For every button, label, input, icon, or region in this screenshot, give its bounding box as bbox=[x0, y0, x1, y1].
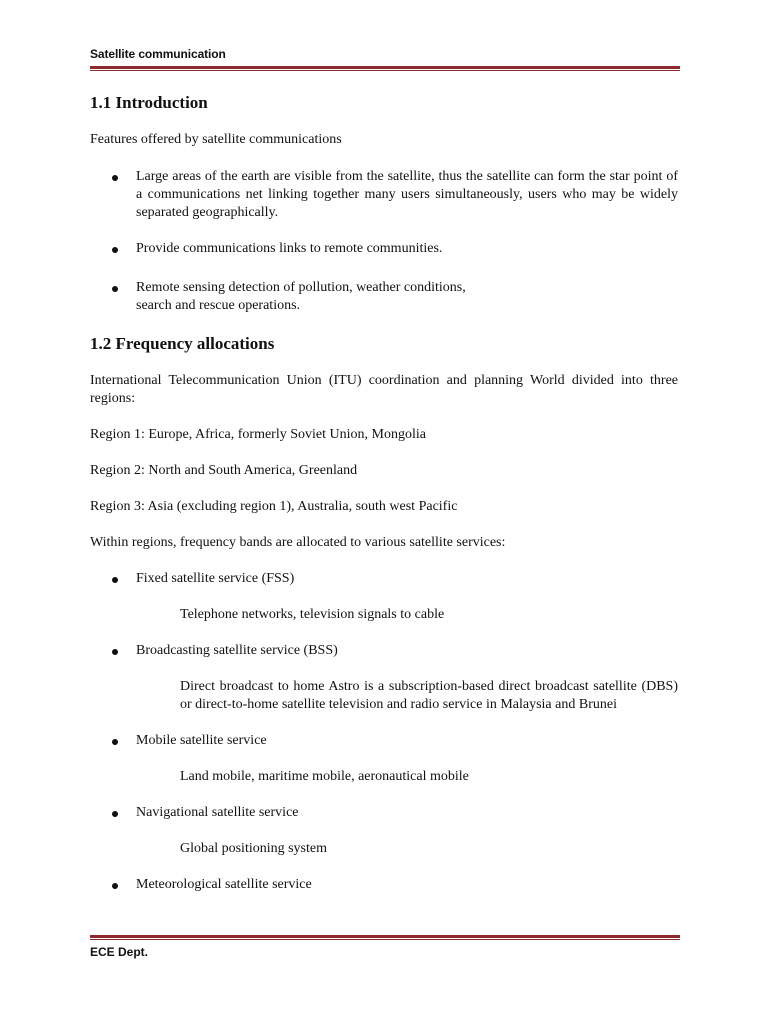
list-item bbox=[90, 279, 678, 315]
service-name: Navigational satellite service bbox=[136, 805, 299, 820]
region-2: Region 2: North and South America, Greenland bbox=[90, 463, 358, 478]
bullet-icon bbox=[112, 175, 118, 181]
service-name: Mobile satellite service bbox=[136, 733, 267, 748]
service-name: Broadcasting satellite service (BSS) bbox=[136, 643, 338, 658]
region-1: Region 1: Europe, Africa, formerly Soviet Union, Mongolia bbox=[90, 427, 426, 442]
bullet-icon bbox=[112, 247, 118, 253]
features-list bbox=[90, 168, 678, 315]
services-list bbox=[90, 570, 678, 894]
footer-rule bbox=[90, 935, 680, 940]
bullet-icon bbox=[112, 883, 118, 889]
list-item bbox=[90, 168, 678, 222]
intro-paragraph: Features offered by satellite communications bbox=[90, 132, 342, 147]
list-item-text: Remote sensing detection of pollution, weather conditions, bbox=[136, 280, 466, 295]
service-detail: Direct broadcast to home Astro is a subscription-based direct broadcast satellite (DBS) or direct-to-home satellite television and radio service in Malaysia and Brunei bbox=[180, 679, 678, 712]
footer-title: ECE Dept. bbox=[90, 945, 149, 959]
service-item bbox=[90, 570, 678, 588]
region-3: Region 3: Asia (excluding region 1), Australia, south west Pacific bbox=[90, 499, 458, 514]
section-heading-introduction: 1.1 Introduction bbox=[90, 93, 208, 112]
service-item bbox=[90, 804, 678, 822]
bullet-icon bbox=[112, 811, 118, 817]
page-content bbox=[90, 92, 678, 894]
service-detail: Global positioning system bbox=[180, 841, 327, 856]
header-title: Satellite communication bbox=[90, 47, 226, 61]
list-item bbox=[90, 240, 678, 258]
header-rule bbox=[90, 66, 680, 71]
service-item bbox=[90, 642, 678, 660]
service-item bbox=[90, 732, 678, 750]
bullet-icon bbox=[112, 577, 118, 583]
section-heading-frequency: 1.2 Frequency allocations bbox=[90, 334, 275, 353]
service-item bbox=[90, 876, 678, 894]
bands-intro: Within regions, frequency bands are allocated to various satellite services: bbox=[90, 535, 506, 550]
service-name: Fixed satellite service (FSS) bbox=[136, 571, 295, 586]
service-name: Meteorological satellite service bbox=[136, 877, 312, 892]
list-item-text-continued: search and rescue operations. bbox=[136, 298, 301, 313]
service-detail: Land mobile, maritime mobile, aeronautical mobile bbox=[180, 769, 469, 784]
bullet-icon bbox=[112, 286, 118, 292]
service-detail: Telephone networks, television signals to cable bbox=[180, 607, 445, 622]
list-item-text: Large areas of the earth are visible from the satellite, thus the satellite can form the star point of a communications net linking together many users simultaneously, users who may be widely separated geographically. bbox=[136, 169, 678, 220]
itu-paragraph: International Telecommunication Union (ITU) coordination and planning World divided into three regions: bbox=[90, 373, 678, 406]
list-item-text: Provide communications links to remote communities. bbox=[136, 241, 443, 256]
bullet-icon bbox=[112, 739, 118, 745]
bullet-icon bbox=[112, 649, 118, 655]
